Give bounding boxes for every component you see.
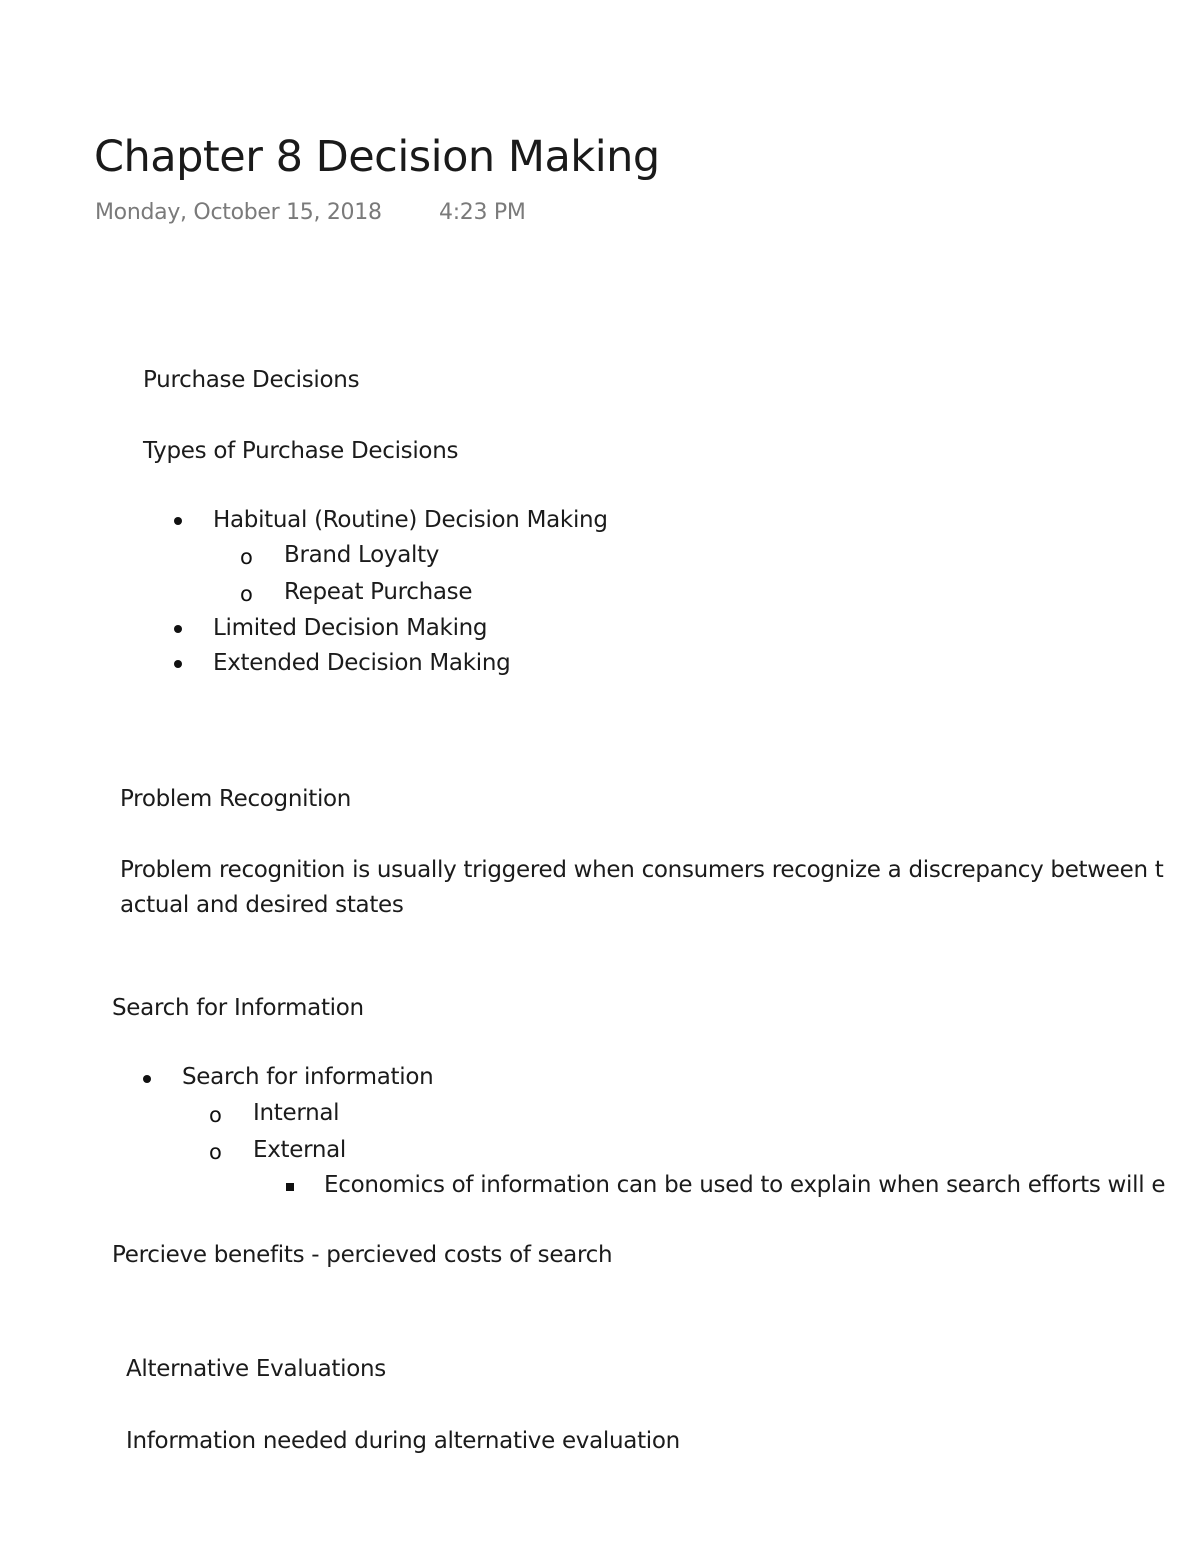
list-item-habitual: Habitual (Routine) Decision Making — [213, 507, 608, 533]
problem-recognition-text-line1: Problem recognition is usually triggered when consumers recognize a discrepancy between t — [120, 857, 1164, 883]
list-item-brand-loyalty: Brand Loyalty — [284, 542, 440, 568]
types-of-purchase-heading: Types of Purchase Decisions — [143, 438, 459, 464]
list-item-repeat-purchase: Repeat Purchase — [284, 579, 473, 605]
bullet-square-icon — [286, 1183, 294, 1191]
page-title: Chapter 8 Decision Making — [94, 132, 660, 182]
list-item-external: External — [253, 1137, 347, 1163]
bullet-circle-icon: o — [240, 582, 253, 606]
bullet-circle-icon: o — [240, 545, 253, 569]
bullet-circle-icon: o — [209, 1103, 222, 1127]
search-information-heading: Search for Information — [112, 995, 364, 1021]
bullet-circle-icon: o — [209, 1140, 222, 1164]
bullet-dot-icon — [174, 517, 182, 525]
bullet-dot-icon — [174, 660, 182, 668]
search-formula-text: Percieve benefits - percieved costs of search — [112, 1242, 613, 1268]
list-item-search: Search for information — [182, 1064, 434, 1090]
list-item-extended: Extended Decision Making — [213, 650, 511, 676]
problem-recognition-heading: Problem Recognition — [120, 786, 352, 812]
list-item-limited: Limited Decision Making — [213, 615, 488, 641]
page-date: Monday, October 15, 2018 — [95, 200, 382, 225]
list-item-internal: Internal — [253, 1100, 340, 1126]
cut-off-text-line — [126, 1428, 686, 1454]
bullet-dot-icon — [143, 1075, 151, 1083]
purchase-decisions-heading: Purchase Decisions — [143, 367, 360, 393]
cut-off-text: Information needed during alternative evaluation — [126, 1428, 680, 1454]
bullet-dot-icon — [174, 625, 182, 633]
page-time: 4:23 PM — [439, 200, 526, 225]
list-item-economics: Economics of information can be used to explain when search efforts will e — [324, 1172, 1166, 1198]
alternative-evaluations-heading: Alternative Evaluations — [126, 1356, 386, 1382]
problem-recognition-text-line2: actual and desired states — [120, 892, 404, 918]
